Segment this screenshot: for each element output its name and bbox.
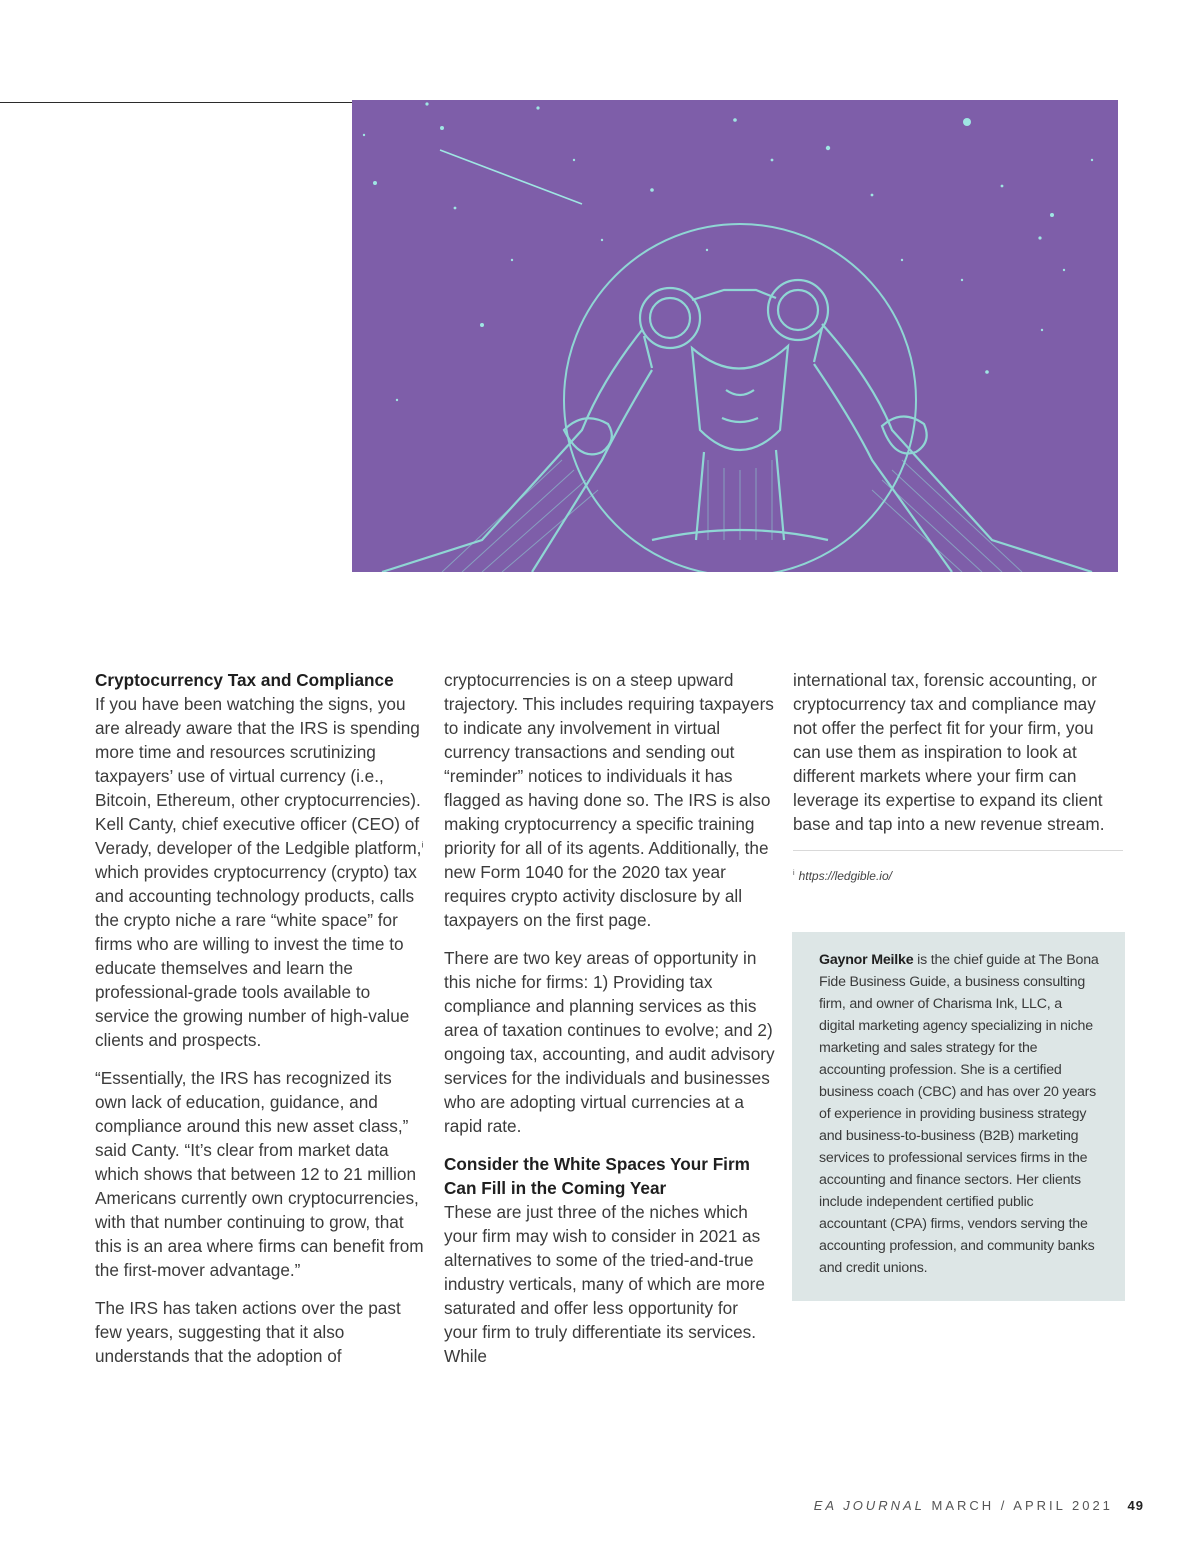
issue-date: MARCH / APRIL 2021 <box>931 1498 1113 1513</box>
paragraph: These are just three of the niches which your firm may wish to consider in 2021 as alternatives to some of the tried-and-true industry verticals, many of which are more saturated and offer less opportunity for your firm to truly differentiate its services. While <box>444 1202 765 1366</box>
section-heading-white-spaces: Consider the White Spaces Your Firm Can Fill in the Coming Year <box>444 1154 750 1198</box>
column-2 <box>444 668 776 1382</box>
paragraph: cryptocurrencies is on a steep upward trajectory. This includes requiring taxpayers to indicate any involvement in virtual currency transactions and sending out “reminder” notices to individuals it has flagged as having done so. The IRS is also making cryptocurrency a specific training priority for all of its agents. Additionally, the new Form 1040 for the 2020 tax year requires crypto activity disclosure by all taxpayers on the first page. <box>444 670 774 930</box>
page-footer <box>814 1498 1144 1513</box>
top-rule <box>0 102 352 103</box>
section-heading-crypto: Cryptocurrency Tax and Compliance <box>95 670 394 690</box>
stargazer-with-binoculars-illustration <box>352 100 1118 572</box>
hero-illustration <box>352 100 1118 572</box>
column-3 <box>793 668 1123 899</box>
paragraph: The IRS has taken actions over the past few years, suggesting that it also understands that the adoption of <box>95 1298 401 1366</box>
column-1 <box>95 668 425 1382</box>
paragraph: international tax, forensic accounting, or cryptocurrency tax and compliance may not offer the perfect fit for your firm, you can use them as inspiration to look at different markets where your firm can leverage its expertise to expand its client base and tap into a new revenue stream. <box>793 670 1105 834</box>
footnote-marker: i <box>793 870 795 877</box>
paragraph <box>95 692 425 1052</box>
footnote-divider <box>793 850 1123 851</box>
paragraph-text: If you have been watching the signs, you are already aware that the IRS is spending more time and resources scrutinizing taxpayers’ use of virtual currency (i.e., Bitcoin, Ethereum, other cryptocurrencies). Kell Canty, chief executive officer (CEO) of Verady, developer of the Ledgible platform, <box>95 694 422 858</box>
author-name: Gaynor Meilke <box>819 952 914 968</box>
author-bio-box <box>792 932 1125 1301</box>
paragraph-text: which provides cryptocurrency (crypto) tax and accounting technology products, calls the crypto niche a rare “white space” for firms who are willing to invest the time to educate themselves and learn the professional-grade tools available to service the growing number of high-value clients and prospects. <box>95 862 417 1050</box>
author-bio-text: is the chief guide at The Bona Fide Business Guide, a business consulting firm, and owner of Charisma Ink, LLC, a digital marketing agency specializing in niche marketing and sales strategy for the accounting profession. She is a certified business coach (CBC) and has over 20 years of experience in providing business strategy and business-to-business (B2B) marketing services to professional services firms in the accounting and finance sectors. Her clients include independent certified public accountant (CPA) firms, vendors serving the accounting profession, and community banks and credit unions. <box>819 952 1099 1276</box>
page-number: 49 <box>1127 1498 1144 1513</box>
footnote-link[interactable]: https://ledgible.io/ <box>798 869 892 883</box>
footnote-marker: i <box>421 840 424 850</box>
paragraph: There are two key areas of opportunity in this niche for firms: 1) Providing tax compliance and planning services as this area of taxation continues to evolve; and 2) ongoing tax, accounting, and audit advisory services for the individuals and businesses who are adopting virtual currencies at a rapid rate. <box>444 948 775 1136</box>
footnote <box>793 865 1123 885</box>
magazine-name: EA JOURNAL <box>813 1498 925 1513</box>
paragraph: “Essentially, the IRS has recognized its own lack of education, guidance, and compliance around this new asset class,” said Canty. “It’s clear from market data which shows that between 12 to 21 million Americans currently own cryptocurrencies, with that number continuing to grow, that this is an area where firms can benefit from the first-mover advantage.” <box>95 1068 424 1280</box>
